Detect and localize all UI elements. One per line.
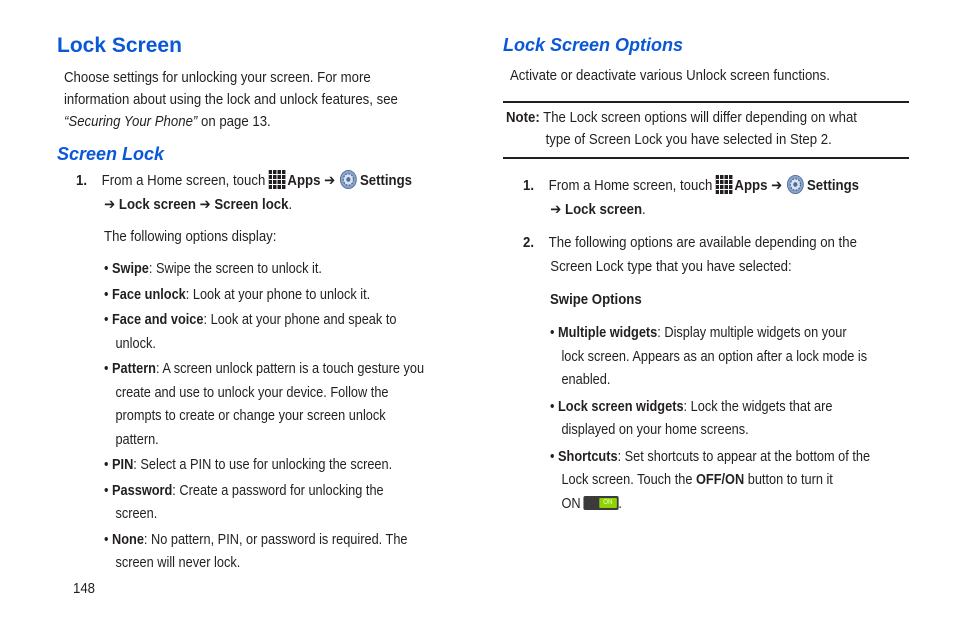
apps-icon: [269, 170, 286, 189]
list-item: • PIN: Select a PIN to use for unlocking the screen.: [104, 457, 393, 473]
options-display-text: The following options display:: [104, 228, 277, 245]
list-item: • Face and voice: Look at your phone and speak to unlock.: [104, 312, 397, 352]
swipe-options-list: [550, 322, 920, 516]
apps-icon: [716, 175, 733, 194]
page-number: 148: [73, 580, 96, 597]
list-item: • Shortcuts: Set shortcuts to appear at the bottom of the Lock screen. Touch the OFF/ON button to turn it ON ON .: [550, 448, 871, 512]
screen-lock-options-list: [104, 258, 474, 576]
section-title-lock-screen-options: Lock Screen Options: [503, 35, 684, 55]
page-title: Lock Screen: [57, 34, 182, 57]
note-top-divider: [503, 101, 909, 103]
options-intro: Activate or deactivate various Unlock screen functions.: [510, 67, 830, 84]
list-item: • Pattern: A screen unlock pattern is a touch gesture you create and use to unlock your device. Follow the prompts to create or change your screen unlock pattern.: [104, 361, 425, 448]
list-item: • Password: Create a password for unlocking the screen.: [104, 482, 384, 522]
on-off-toggle[interactable]: ON: [583, 496, 618, 510]
step-1-right: 1. From a Home screen, touch Apps ➔ Settings ➔ Lock screen.: [523, 174, 928, 221]
note-label: Note:: [506, 109, 540, 126]
intro-paragraph: Choose settings for unlocking your screen. For more information about using the lock and unlock features, see “Securing Your Phone” on page 13.: [64, 69, 398, 130]
step-1-left: 1. From a Home screen, touch Apps ➔ Settings ➔ Lock screen ➔ Screen lock.: [76, 169, 481, 216]
section-title-screen-lock: Screen Lock: [57, 144, 165, 164]
note-box: Note: The Lock screen options will differ depending on what type of Screen Lock you have selected in Step 2.: [506, 109, 857, 148]
settings-gear-icon: [339, 169, 357, 190]
swipe-options-heading: Swipe Options: [550, 291, 642, 308]
list-item: • None: No pattern, PIN, or password is required. The screen will never lock.: [104, 531, 408, 571]
list-item: • Multiple widgets: Display multiple widgets on your lock screen. Appears as an option after a lock mode is enabled.: [550, 325, 868, 388]
list-item: • Lock screen widgets: Lock the widgets that are displayed on your home screens.: [550, 398, 833, 438]
list-item: • Swipe: Swipe the screen to unlock it.: [104, 261, 322, 277]
note-bottom-divider: [503, 157, 909, 159]
step-2-right: 2. The following options are available depending on the Screen Lock type that you have selected:: [523, 234, 857, 275]
list-item: • Face unlock: Look at your phone to unlock it.: [104, 286, 371, 303]
cross-reference[interactable]: “Securing Your Phone”: [64, 113, 198, 130]
settings-gear-icon: [786, 174, 804, 195]
